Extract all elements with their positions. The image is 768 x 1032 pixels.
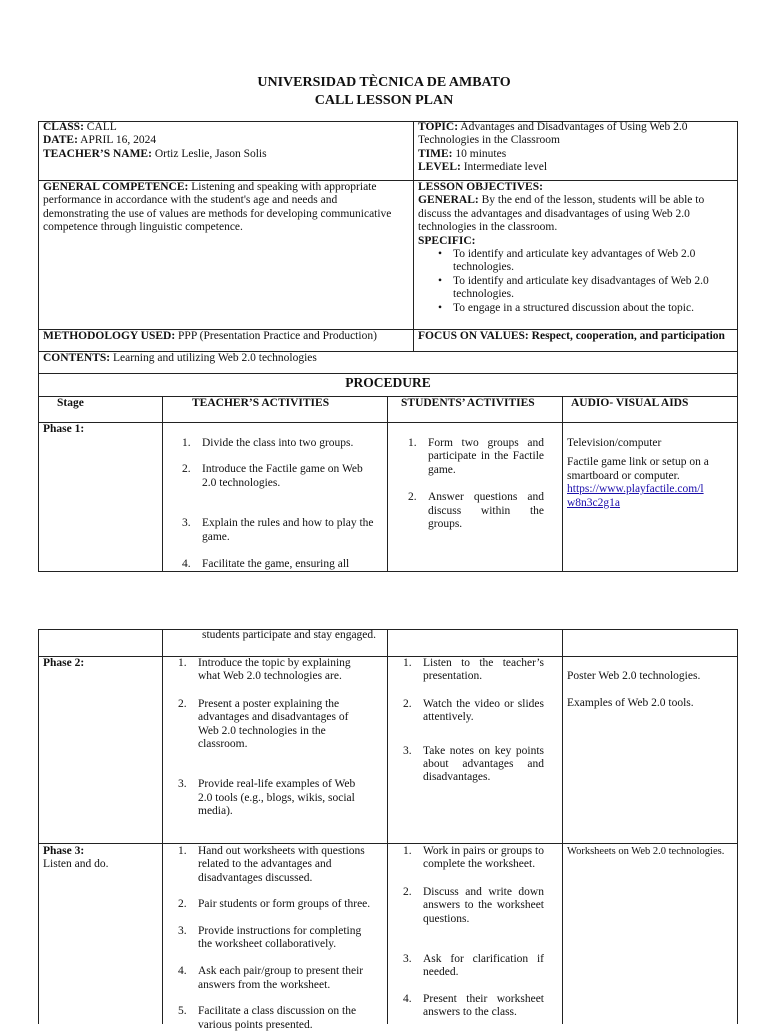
col-header-students: STUDENTS’ ACTIVITIES <box>401 397 535 409</box>
list-item: • To identify and articulate key disadvantages of Web 2.0 technologies. <box>418 275 723 302</box>
contents: CONTENTS: Learning and utilizing Web 2.0 technologies <box>43 352 317 364</box>
phase3-aids: Worksheets on Web 2.0 technologies. <box>567 846 725 857</box>
phase3-student-activities: 1. Work in pairs or groups to complete the worksheet. 2. Discuss and write down answers to the worksheet questions. 3. Ask for clarification if needed. 4. Present their worksheet answers to the class. <box>403 845 544 1019</box>
phase1-stage: Phase 1: <box>43 423 85 435</box>
specific-objectives-list <box>418 248 723 315</box>
phase3-stage: Phase 3: Listen and do. <box>43 845 109 871</box>
topic-info: TOPIC: Advantages and Disadvantages of Using Web 2.0 Technologies in the Classroom TIME: 10 minutes LEVEL: Intermediate level <box>418 121 688 174</box>
phase2-teacher-activities: 1. Introduce the topic by explaining what Web 2.0 technologies are. 2. Present a poster explaining the advantages and disadvantages of Web 2.0 technologies in the classroom. 3. Provide real-life examples of Web 2.0 tools (e.g., blogs, wikis, social media). <box>178 657 356 818</box>
phase1-aids: Television/computer Factile game link or setup on a smartboard or computer. https://www.playfactile.com/lw8n3c2g1a <box>567 437 709 509</box>
col-header-stage: Stage <box>57 397 84 409</box>
phase1-teacher-activities: 1. Divide the class into two groups. 2. Introduce the Factile game on Web 2.0 technologies. 3. Explain the rules and how to play the game. 4. Facilitate the game, ensuring all <box>182 437 374 571</box>
methodology: METHODOLOGY USED: PPP (Presentation Practice and Production) <box>43 330 377 342</box>
phase1-teacher-continued: students participate and stay engaged. <box>202 629 377 641</box>
general-competence: GENERAL COMPETENCE: Listening and speaking with appropriate performance in accordance with the student's age and needs and demonstrating the use of values are methods for developing communicative competence through linguistic competence. <box>43 181 392 234</box>
factile-game-link[interactable]: https://www.playfactile.com/lw8n3c2g1a <box>567 483 704 509</box>
document-title: CALL LESSON PLAN <box>314 93 454 108</box>
procedure-title: PROCEDURE <box>345 375 431 390</box>
col-header-aids: AUDIO- VISUAL AIDS <box>571 397 689 409</box>
university-title: UNIVERSIDAD TÈCNICA DE AMBATO <box>257 75 511 90</box>
phase1-student-activities: 1. Form two groups and participate in the Factile game. 2. Answer questions and discuss within the groups. <box>408 437 544 531</box>
lesson-objectives: LESSON OBJECTIVES: GENERAL: By the end of the lesson, students will be able to discuss the advantages and disadvantages of using Web 2.0 technologies in the classroom. SPECIFIC: • To identify and articulate key advantages of Web 2.0 technologies. • To identify and articulate key disadvantages of Web 2.0 technologies. • To engage in a structured discussion about the topic. <box>418 181 723 315</box>
phase2-aids: Poster Web 2.0 technologies. Examples of Web 2.0 tools. <box>567 670 701 710</box>
phase2-stage: Phase 2: <box>43 657 85 669</box>
col-header-teacher: TEACHER’S ACTIVITIES <box>192 397 330 409</box>
phase3-teacher-activities: 1. Hand out worksheets with questions related to the advantages and disadvantages discussed. 2. Pair students or form groups of three. 3. Provide instructions for completing the worksheet collaboratively. 4. Ask each pair/group to present their answers from the worksheet. 5. Facilitate a class discussion on the various points presented. <box>178 845 371 1031</box>
focus-on-values: FOCUS ON VALUES: Respect, cooperation, and participation <box>418 330 725 342</box>
list-item: • To engage in a structured discussion about the topic. <box>418 302 723 315</box>
phase2-student-activities: 1. Listen to the teacher’s presentation. 2. Watch the video or slides attentively. 3. Take notes on key points about advantages and disadvantages. <box>403 657 544 784</box>
list-item: • To identify and articulate key advantages of Web 2.0 technologies. <box>418 248 723 275</box>
class-info: CLASS: CALL DATE: APRIL 16, 2024 TEACHER’S NAME: Ortiz Leslie, Jason Solis <box>43 121 267 160</box>
